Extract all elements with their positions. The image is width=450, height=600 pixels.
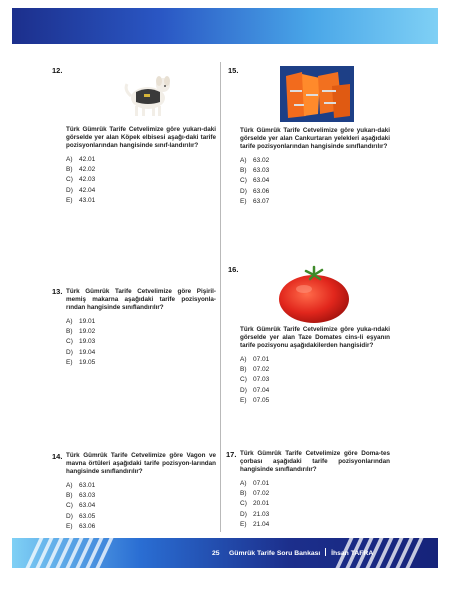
answer-option bbox=[240, 187, 390, 197]
option-letter: D) bbox=[66, 348, 73, 356]
answer-option bbox=[66, 348, 216, 358]
option-letter: E) bbox=[240, 198, 247, 206]
option-value: 63.06 bbox=[79, 523, 96, 531]
column-divider bbox=[220, 62, 221, 532]
answer-option bbox=[66, 512, 216, 522]
question-16 bbox=[240, 326, 390, 407]
answer-option bbox=[66, 481, 216, 491]
life-jackets-image bbox=[280, 66, 354, 122]
option-value: 63.03 bbox=[253, 167, 270, 175]
question-16-options bbox=[240, 355, 390, 407]
answer-option bbox=[66, 155, 216, 165]
answer-option bbox=[66, 337, 216, 347]
question-14-text: Türk Gümrük Tarife Cetvelimize göre Vagon ve mavna örtüleri aşağıdaki tarife pozisyon-larından hangisinde sınıflandırılır? bbox=[66, 452, 216, 476]
answer-option bbox=[240, 510, 390, 520]
page-number: 25 bbox=[212, 550, 220, 557]
option-letter: A) bbox=[66, 155, 73, 163]
option-value: 63.07 bbox=[253, 198, 270, 206]
answer-option bbox=[240, 499, 390, 509]
answer-option bbox=[240, 166, 390, 176]
option-letter: B) bbox=[66, 328, 73, 336]
option-value: 19.05 bbox=[79, 359, 96, 367]
option-value: 42.01 bbox=[79, 155, 96, 163]
option-letter: B) bbox=[240, 167, 247, 175]
option-value: 63.04 bbox=[253, 177, 270, 185]
option-letter: C) bbox=[66, 502, 73, 510]
option-letter: D) bbox=[66, 186, 73, 194]
question-14 bbox=[66, 452, 216, 533]
footer-separator bbox=[325, 548, 326, 556]
answer-option bbox=[240, 396, 390, 406]
option-value: 07.01 bbox=[253, 479, 270, 487]
question-12-number: 12. bbox=[52, 66, 63, 75]
question-17 bbox=[240, 450, 390, 531]
answer-option bbox=[66, 501, 216, 511]
option-value: 19.04 bbox=[79, 348, 96, 356]
answer-option bbox=[66, 522, 216, 532]
answer-option bbox=[240, 520, 390, 530]
answer-option bbox=[240, 489, 390, 499]
option-value: 42.03 bbox=[79, 176, 96, 184]
question-13 bbox=[66, 288, 216, 369]
answer-option bbox=[66, 196, 216, 206]
question-17-text: Türk Gümrük Tarife Cetvelimize göre Doma-tes çorbası aşağıdaki tarife pozisyonlarından hangisinde sınıflandırılır? bbox=[240, 450, 390, 474]
option-letter: E) bbox=[66, 197, 73, 205]
question-12-options bbox=[66, 155, 216, 207]
option-letter: B) bbox=[240, 366, 247, 374]
option-letter: E) bbox=[66, 523, 73, 531]
question-13-number: 13. bbox=[52, 287, 63, 296]
answer-option bbox=[66, 327, 216, 337]
option-value: 07.02 bbox=[253, 366, 270, 374]
question-16-number: 16. bbox=[228, 265, 239, 274]
question-13-options bbox=[66, 317, 216, 369]
option-letter: A) bbox=[66, 481, 73, 489]
option-value: 42.02 bbox=[79, 166, 96, 174]
option-value: 19.01 bbox=[79, 317, 96, 325]
question-15-number: 15. bbox=[228, 66, 239, 75]
footer-text bbox=[212, 548, 373, 557]
option-letter: A) bbox=[66, 317, 73, 325]
book-title: Gümrük Tarife Soru Bankası bbox=[229, 550, 321, 557]
footer-banner bbox=[12, 538, 438, 568]
dog-clothing-image bbox=[118, 70, 178, 120]
option-letter: A) bbox=[240, 355, 247, 363]
answer-option bbox=[66, 175, 216, 185]
option-value: 07.05 bbox=[253, 397, 270, 405]
option-letter: E) bbox=[240, 521, 247, 529]
option-letter: C) bbox=[240, 500, 247, 508]
option-value: 07.03 bbox=[253, 376, 270, 384]
question-14-options bbox=[66, 481, 216, 533]
answer-option bbox=[66, 317, 216, 327]
option-value: 19.03 bbox=[79, 338, 96, 346]
top-banner bbox=[12, 8, 438, 44]
option-value: 21.03 bbox=[253, 510, 270, 518]
answer-option bbox=[66, 491, 216, 501]
option-letter: D) bbox=[240, 386, 247, 394]
answer-option bbox=[240, 197, 390, 207]
question-12 bbox=[66, 126, 216, 207]
question-13-text: Türk Gümrük Tarife Cetvelimize göre Pişiril-memiş makarna aşağıdaki tarife pozisyonla-rından hangisinde sınıflandırılır? bbox=[66, 288, 216, 312]
answer-option bbox=[240, 375, 390, 385]
option-value: 63.03 bbox=[79, 492, 96, 500]
option-value: 63.02 bbox=[253, 156, 270, 164]
answer-option bbox=[240, 386, 390, 396]
option-letter: D) bbox=[240, 510, 247, 518]
option-letter: C) bbox=[240, 177, 247, 185]
option-letter: A) bbox=[240, 156, 247, 164]
option-letter: B) bbox=[66, 166, 73, 174]
question-14-number: 14. bbox=[52, 452, 63, 461]
option-value: 19.02 bbox=[79, 328, 96, 336]
answer-option bbox=[240, 479, 390, 489]
option-letter: C) bbox=[66, 176, 73, 184]
option-value: 63.05 bbox=[79, 512, 96, 520]
option-value: 21.04 bbox=[253, 521, 270, 529]
option-letter: E) bbox=[66, 359, 73, 367]
answer-option bbox=[66, 186, 216, 196]
answer-option bbox=[240, 176, 390, 186]
question-15-options bbox=[240, 156, 390, 208]
question-15-text: Türk Gümrük Tarife Cetvelimize göre yukarı-daki görselde yer alan Cankurtaran yelekleri aşağıdaki tarife pozisyonlarından hangisinde sınıflandırılır? bbox=[240, 127, 390, 151]
author-name: İhsan TAFRA bbox=[331, 550, 374, 557]
option-letter: D) bbox=[240, 187, 247, 195]
option-letter: B) bbox=[240, 490, 247, 498]
option-letter: D) bbox=[66, 512, 73, 520]
question-16-text: Türk Gümrük Tarife Cetvelimize göre yuka-rıdaki görselde yer alan Taze Domates cins-li eşyanın tarife pozisyonu aşağıdakilerden hangisidir? bbox=[240, 326, 390, 350]
option-value: 43.01 bbox=[79, 197, 96, 205]
answer-option bbox=[66, 358, 216, 368]
question-12-text: Türk Gümrük Tarife Cetvelimize göre yukarı-daki görselde yer alan Köpek elbisesi aşağı-daki tarife pozisyonlarından hangisinde sınıf-landırılır? bbox=[66, 126, 216, 150]
option-letter: B) bbox=[66, 492, 73, 500]
option-value: 63.06 bbox=[253, 187, 270, 195]
answer-option bbox=[66, 165, 216, 175]
option-value: 07.01 bbox=[253, 355, 270, 363]
option-value: 07.04 bbox=[253, 386, 270, 394]
tomato-image bbox=[276, 265, 352, 325]
option-value: 07.02 bbox=[253, 490, 270, 498]
answer-option bbox=[240, 156, 390, 166]
option-letter: A) bbox=[240, 479, 247, 487]
answer-option bbox=[240, 365, 390, 375]
option-value: 42.04 bbox=[79, 186, 96, 194]
question-15 bbox=[240, 127, 390, 208]
option-letter: E) bbox=[240, 397, 247, 405]
question-17-number: 17. bbox=[226, 450, 237, 459]
option-letter: C) bbox=[240, 376, 247, 384]
answer-option bbox=[240, 355, 390, 365]
option-value: 63.01 bbox=[79, 481, 96, 489]
option-value: 63.04 bbox=[79, 502, 96, 510]
option-letter: C) bbox=[66, 338, 73, 346]
question-17-options bbox=[240, 479, 390, 531]
option-value: 20.01 bbox=[253, 500, 270, 508]
